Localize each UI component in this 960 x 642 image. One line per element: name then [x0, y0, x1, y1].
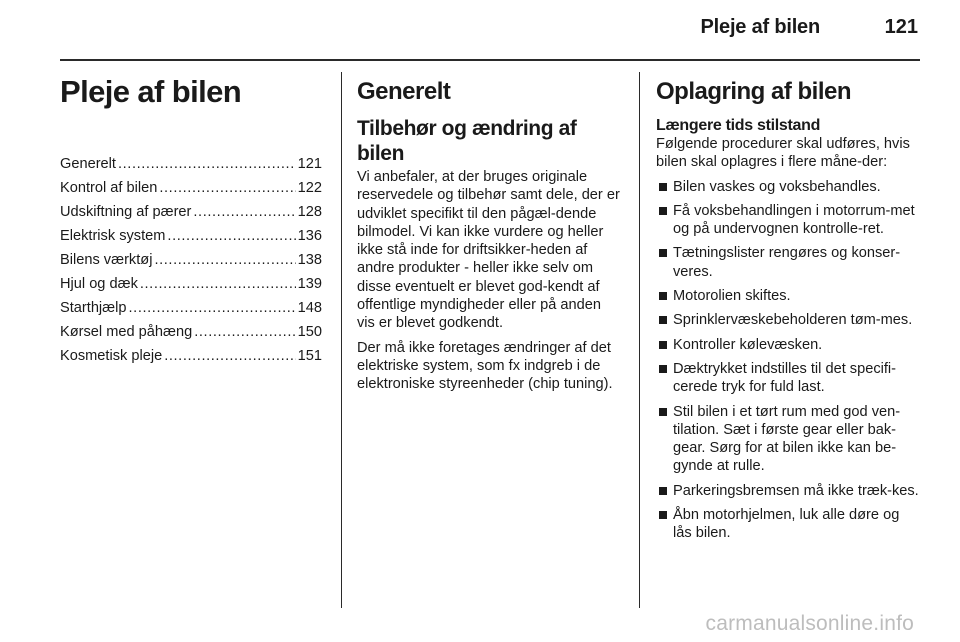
toc-entry[interactable] — [60, 344, 322, 368]
list-item — [656, 202, 920, 239]
list-item-text: Få voksbehandlingen i motorrum-met og på undervognen kontrolle-ret. — [673, 202, 915, 238]
list-item-text: Tætningslister rengøres og konser-veres. — [673, 245, 901, 280]
watermark: carmanualsonline.info — [705, 612, 914, 635]
subsection-title-accessories: Tilbehør og ændring af bilen — [357, 117, 577, 165]
bullet-square-icon — [659, 249, 667, 257]
toc-entry[interactable] — [60, 152, 322, 176]
toc-entry-title: Kørsel med påhæng — [60, 324, 193, 340]
toc-leader-dots — [193, 200, 295, 224]
list-item — [656, 482, 920, 500]
list-item-text: Motorolien skiftes. — [673, 288, 791, 305]
bullet-square-icon — [659, 183, 667, 191]
general-column — [357, 72, 622, 400]
bullet-square-icon — [659, 341, 667, 349]
toc-entry[interactable] — [60, 272, 322, 296]
toc-entry-page: 136 — [297, 228, 322, 244]
toc-leader-dots — [140, 272, 296, 296]
toc-entry-title: Kontrol af bilen — [60, 180, 158, 196]
list-item-text: Stil bilen i et tørt rum med god ven-tilation. Sæt i første gear eller bak-gear. Sørg for at bilen ikke kan be-gynde at rulle. — [673, 403, 901, 475]
toc-entry-title: Bilens værktøj — [60, 252, 153, 268]
toc-entry-page: 128 — [297, 204, 322, 220]
section-title-storage: Oplagring af bilen — [656, 78, 852, 105]
list-item-text: Parkeringsbremsen må ikke træk-kes. — [673, 482, 919, 499]
bullet-square-icon — [659, 292, 667, 300]
toc-entry-page: 150 — [297, 324, 322, 340]
toc-entry-page: 121 — [297, 156, 322, 172]
list-item-text: Åbn motorhjelmen, luk alle døre og lås bilen. — [673, 507, 900, 542]
toc-entry-page: 139 — [297, 276, 322, 292]
toc-leader-dots — [167, 224, 295, 248]
toc-entry[interactable] — [60, 200, 322, 224]
toc-entry-title: Elektrisk system — [60, 228, 166, 244]
bullet-square-icon — [659, 511, 667, 519]
list-item — [656, 336, 920, 354]
intro-paragraph: Følgende procedurer skal udføres, hvis bilen skal oplagres i flere måne-der: — [656, 136, 910, 171]
toc-entry[interactable] — [60, 224, 322, 248]
bullet-square-icon — [659, 316, 667, 324]
subsection-title-long-standstill: Længere tids stilstand — [656, 117, 821, 134]
list-item — [656, 244, 920, 281]
toc-entry-page: 122 — [297, 180, 322, 196]
paragraph: Vi anbefaler, at der bruges originale reservedele og tilbehør samt dele, der er udviklet specifikt til den pågæl-dende bilmodel. Vi kan ikke vurdere og heller ikke stå inde for driftsikker-heden af andre produkter - heller ikke selv om disse eventuelt er blevet god-kendt af offentlige myndigheder eller på anden vis er blevet godkendt. — [357, 169, 620, 332]
toc-leader-dots — [159, 176, 295, 200]
toc-entry-page: 148 — [297, 300, 322, 316]
toc-entry[interactable] — [60, 176, 322, 200]
toc-entry-title: Starthjælp — [60, 300, 127, 316]
toc-leader-dots — [129, 296, 296, 320]
list-item-text: Dæktrykket indstilles til det specifi-cerede tryk for fuld last. — [673, 360, 897, 396]
list-item — [656, 403, 920, 476]
bullet-square-icon — [659, 365, 667, 373]
toc-entry-title: Kosmetisk pleje — [60, 348, 163, 364]
chapter-title: Pleje af bilen — [60, 74, 242, 109]
list-item-text: Bilen vaskes og voksbehandles. — [673, 178, 881, 195]
running-header-title: Pleje af bilen — [700, 16, 820, 38]
list-item-text: Sprinklervæskebeholderen tøm-mes. — [673, 312, 913, 329]
header-divider — [60, 59, 920, 61]
list-item — [656, 178, 920, 196]
list-item — [656, 506, 920, 543]
page-number: 121 — [884, 16, 918, 38]
toc-leader-dots — [194, 320, 295, 344]
toc-leader-dots — [118, 152, 296, 176]
toc-entry-title: Udskiftning af pærer — [60, 204, 192, 220]
table-of-contents — [60, 152, 322, 368]
toc-leader-dots — [164, 344, 295, 368]
toc-entry[interactable] — [60, 248, 322, 272]
toc-entry-title: Generelt — [60, 156, 116, 172]
bullet-square-icon — [659, 487, 667, 495]
list-item — [656, 287, 920, 305]
storage-checklist — [656, 178, 920, 543]
section-title-general: Generelt — [357, 78, 451, 105]
column-divider-1 — [341, 72, 342, 608]
list-item — [656, 360, 920, 397]
column-divider-2 — [639, 72, 640, 608]
list-item — [656, 311, 920, 329]
toc-entry-page: 151 — [297, 348, 322, 364]
bullet-square-icon — [659, 207, 667, 215]
toc-leader-dots — [154, 248, 295, 272]
toc-entry[interactable] — [60, 296, 322, 320]
toc-entry-title: Hjul og dæk — [60, 276, 138, 292]
list-item-text: Kontroller kølevæsken. — [673, 336, 823, 353]
toc-entry[interactable] — [60, 320, 322, 344]
chapter-column — [60, 72, 322, 368]
storage-column — [656, 72, 920, 549]
paragraph: Der må ikke foretages ændringer af det elektriske system, som fx indgreb i de elektroniske styreenheder (chip tuning). — [357, 339, 613, 393]
toc-entry-page: 138 — [297, 252, 322, 268]
bullet-square-icon — [659, 408, 667, 416]
